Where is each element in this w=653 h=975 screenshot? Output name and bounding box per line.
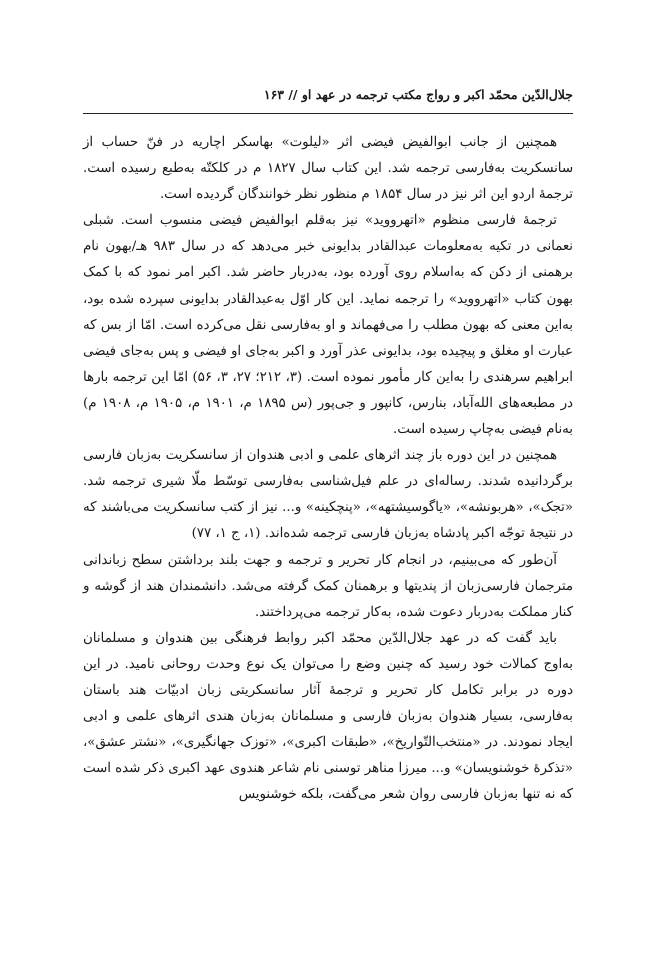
paragraph-2: ترجمهٔ فارسی منظوم «اتهرووید» نیز به‌قلم ابوالفیض فیضی منسوب است. شبلی نعمانی در تکیه به‌معلومات عبدالقادر بدایونی خبر می‌دهد که در سال ۹۸۳ هـ/بهون نام برهمنی از دکن که به‌اسلام روی آورده بود، به‌دربار حاضر شد. اکبر امر نمود که با کمک بهون کتاب «اتهرووید» را ترجمه نماید. این کار اوّل به‌عبدالقادر بدایونی سپرده شده بود، به‌این معنی که بهون مطلب را می‌فهماند و او به‌فارسی نقل می‌کرده است. امّا از بس که عبارت او مغلق و پیچیده بود، بدایونی عذر آورد و اکبر به‌جای او فیضی و پس به‌جای فیضی ابراهیم سرهندی را به‌این کار مأمور نموده است. (۳، ۲۱۲؛ ۲۷، ۳، ۵۶) امّا این ترجمه بارها در مطبعه‌های الله‌آباد، بنارس، کانپور و جی‌پور (س ۱۸۹۵ م، ۱۹۰۱ م، ۱۹۰۵ م، ۱۹۰۸ م) به‌نام فیضی به‌چاپ رسیده است. [83, 213, 573, 438]
paragraph-3: همچنین در این دوره باز چند اثرهای علمی و ادبی هندوان از سانسکریت به‌زبان فارسی برگردانیده شدند. رساله‌ای در علم فیل‌شناسی به‌فارسی توسّط ملّا شیری ترجمه شد. «تجک»، «هربونشه»، «یاگوسیشتهه»، «پنچکینه» و... نیز از کتب سانسکریت می‌باشند که در نتیجهٔ توجّه اکبر پادشاه به‌زبان فارسی ترجمه شده‌اند. (۱، ج ۱، ۷۷) [83, 448, 573, 542]
paragraph-4: آن‌طور که می‌بینیم، در انجام کار تحریر و ترجمه و جهت بلند برداشتن سطح زباندانی مترجمان فارسی‌زبان از پندیتها و برهمنان کمک گرفته می‌شد. دانشمندان هند از گوشه و کنار مملکت به‌دربار دعوت شده، به‌کار ترجمه می‌پرداختند. [83, 552, 573, 620]
header-rule [83, 113, 573, 114]
paragraph-1: همچنین از جانب ابوالفیض فیضی اثر «لیلوت» بهاسکر اچاریه در فنّ حساب از سانسکریت به‌فارسی ترجمه شد. این کتاب سال ۱۸۲۷ م در کلکتّه به‌طبع رسیده است. ترجمهٔ اردو این اثر نیز در سال ۱۸۵۴ م منظور نظر خوانندگان گردیده است. [83, 135, 573, 203]
body-text [83, 130, 573, 808]
running-head: جلال‌الدّین محمّد اکبر و رواج مکتب ترجمه در عهد او // ۱۶۳ [263, 87, 573, 102]
paragraph-5: باید گفت که در عهد جلال‌الدّین محمّد اکبر روابط فرهنگی بین هندوان و مسلمانان به‌اوج کمالات خود رسید که چنین وضع را می‌توان یک نوع وحدت روحانی نامید. در این دوره در برابر تکامل کار تحریر و ترجمهٔ آثار سانسکریتی زبان ادبیّات هند باستان به‌فارسی، بسیار هندوان به‌زبان فارسی و مسلمانان به‌زبان هندی اثرهای علمی و ادبی ایجاد نمودند. در «منتخب‌التّواریخ»، «طبقات اکبری»، «توزک جهانگیری»، «نشتر عشق»، «تذکرهٔ خوشنویسان» و... میرزا مناهر توسنی نام شاعر هندوی عهد اکبری ذکر شده است که نه تنها به‌زبان فارسی روان شعر می‌گفت، بلکه خوشنویس [83, 630, 573, 803]
